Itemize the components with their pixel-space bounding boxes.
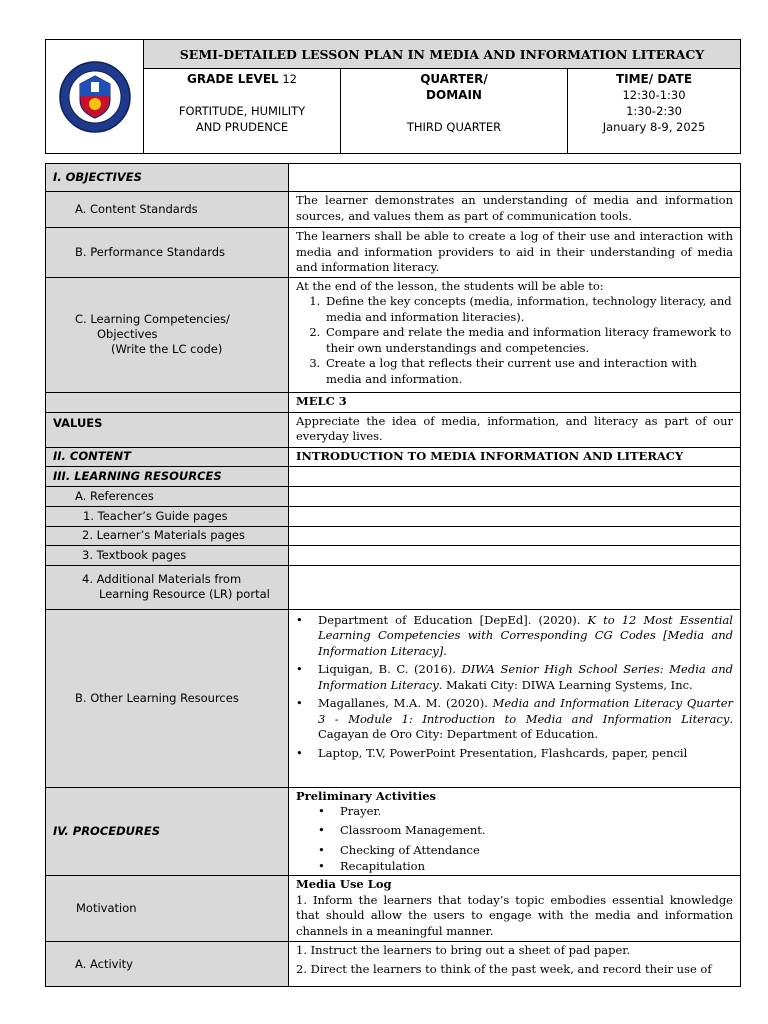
lc-label-line-2: Objectives (97, 327, 158, 341)
melc-code: MELC 3 (289, 392, 741, 412)
textbook-pages-label: 3. Textbook pages (46, 545, 289, 565)
objectives-heading: I. OBJECTIVES (46, 164, 289, 192)
teachers-guide-label: 1. Teacher’s Guide pages (46, 506, 289, 526)
motivation-title: Media Use Log (296, 877, 392, 891)
table-row (46, 228, 741, 278)
table-row (46, 565, 741, 609)
learning-competencies-content (289, 277, 741, 392)
lesson-plan-table (45, 163, 741, 987)
activity-step-1: 1. Instruct the learners to bring out a sheet of pad paper. (296, 943, 631, 957)
list-item: • Checking of Attendance (318, 843, 733, 859)
time-slot-2: 1:30-2:30 (626, 104, 682, 118)
values-label: VALUES (46, 412, 289, 447)
table-row (46, 486, 741, 506)
learners-materials-label: 2. Learner’s Materials pages (46, 526, 289, 545)
additional-materials-line-2: Learning Resource (LR) portal (99, 587, 270, 601)
table-row (46, 787, 741, 876)
lc-intro: At the end of the lesson, the students will be able to: (296, 278, 604, 293)
table-row (46, 277, 741, 392)
table-row (46, 412, 741, 447)
table-row (46, 192, 741, 228)
table-row (46, 876, 741, 942)
references-label: A. References (46, 486, 289, 506)
time-date-label: TIME/ DATE (615, 72, 693, 86)
preliminary-list (318, 804, 733, 874)
table-row (46, 609, 741, 787)
grade-level-cell (144, 69, 341, 153)
performance-standards-text: The learners shall be able to create a log of their use and interaction with media and information providers to aid in their understanding of media and information literacy. (289, 228, 741, 278)
time-date-cell (568, 69, 740, 153)
lc-label-line-3: (Write the LC code) (111, 342, 223, 356)
other-resources-label: B. Other Learning Resources (46, 609, 289, 787)
learning-resources-heading: III. LEARNING RESOURCES (46, 466, 289, 486)
header-right (144, 40, 740, 153)
preliminary-activities (289, 787, 741, 876)
additional-materials-label (46, 565, 289, 609)
list-item: • Magallanes, M.A. M. (2020). Media and Information Literacy Quarter 3 - Module 1: Introduction to Media and Information Literacy. Cagayan de Oro City: Department of Education. (296, 696, 733, 743)
table-row (46, 466, 741, 486)
list-item: • Recapitulation (318, 859, 733, 875)
preliminary-title: Preliminary Activities (296, 788, 436, 803)
quarter-label-2: DOMAIN (426, 88, 482, 102)
list-item: • Laptop, T.V, PowerPoint Presentation, Flashcards, paper, pencil (296, 746, 733, 762)
table-row (46, 526, 741, 545)
grade-level-label: GRADE LEVEL (187, 72, 279, 86)
motivation-text: 1. Inform the learners that today’s topic embodies essential knowledge that should allow the users to engage with the media and information channels in a meaningful manner. (296, 892, 733, 938)
other-resources-content (289, 609, 741, 787)
motivation-label: Motivation (46, 876, 289, 942)
lesson-plan-title: SEMI-DETAILED LESSON PLAN IN MEDIA AND INFORMATION LITERACY (144, 40, 740, 69)
header-table (45, 39, 741, 154)
grade-level-value: 12 (282, 72, 297, 86)
section-line-1: FORTITUDE, HUMILITY (178, 104, 306, 118)
list-item: • Liquigan, B. C. (2016). DIWA Senior High School Series: Media and Information Literacy. Makati City: DIWA Learning Systems, Inc. (296, 662, 733, 693)
quarter-cell (341, 69, 568, 153)
table-row (46, 506, 741, 526)
activity-label: A. Activity (46, 942, 289, 987)
resources-list (296, 613, 733, 762)
values-text: Appreciate the idea of media, information, and literacy as part of our everyday lives. (289, 412, 741, 447)
learning-competencies-label (46, 277, 289, 392)
content-heading: II. CONTENT (46, 447, 289, 466)
procedures-heading: IV. PROCEDURES (46, 787, 289, 876)
list-item: 2. Compare and relate the media and information literacy framework to their own understandings and competencies. (324, 325, 733, 356)
activity-content (289, 942, 741, 987)
table-row (46, 942, 741, 987)
table-row (46, 164, 741, 192)
list-item: 3. Create a log that reflects their current use and interaction with media and information. (324, 356, 733, 387)
lc-objective-list (315, 294, 733, 387)
header-columns (144, 69, 740, 153)
lesson-date: January 8-9, 2025 (602, 120, 706, 134)
table-row (46, 545, 741, 565)
list-item: • Prayer. (318, 804, 733, 820)
content-standards-label: A. Content Standards (46, 192, 289, 228)
seal-icon (58, 60, 132, 134)
performance-standards-label: B. Performance Standards (46, 228, 289, 278)
table-row (46, 392, 741, 412)
list-item: • Classroom Management. (318, 823, 733, 839)
table-row (46, 447, 741, 466)
motivation-content (289, 876, 741, 942)
content-topic: INTRODUCTION TO MEDIA INFORMATION AND LITERACY (289, 447, 741, 466)
quarter-label-1: QUARTER/ (420, 72, 488, 86)
deped-seal-logo (46, 40, 144, 153)
activity-step-2: 2. Direct the learners to think of the past week, and record their use of (296, 961, 712, 976)
additional-materials-line-1: 4. Additional Materials from (82, 572, 242, 586)
section-line-2: AND PRUDENCE (195, 120, 289, 134)
lc-label-line-1: C. Learning Competencies/ (75, 312, 230, 326)
list-item: 1. Define the key concepts (media, information, technology literacy, and media and information literacies). (324, 294, 733, 325)
content-standards-text: The learner demonstrates an understanding of media and information sources, and values them as part of communication tools. (289, 192, 741, 228)
list-item: • Department of Education [DepEd]. (2020). K to 12 Most Essential Learning Competencies with Corresponding CG Codes [Media and Information Literacy]. (296, 613, 733, 660)
time-slot-1: 12:30-1:30 (622, 88, 686, 102)
quarter-value: THIRD QUARTER (406, 120, 502, 134)
